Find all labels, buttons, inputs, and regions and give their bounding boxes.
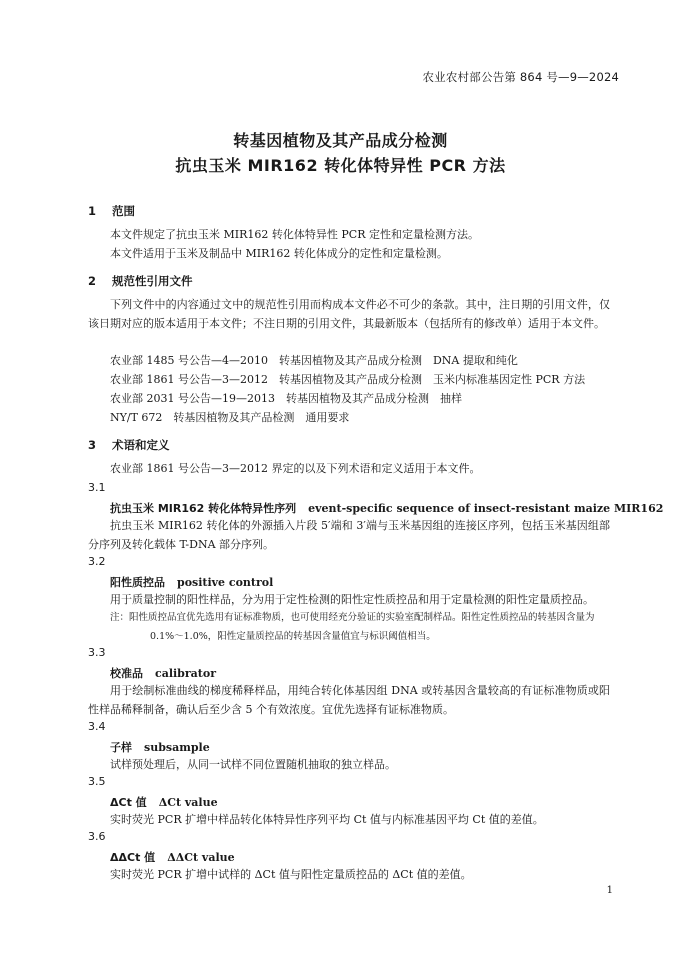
term-definition: 用于质量控制的阳性样品，分为用于定性检测的阳性定性质控品和用于定量检测的阳性定量质控品。 [110, 593, 594, 606]
term-definition: 实时荧光 PCR 扩增中样品转化体特异性序列平均 Ct 值与内标准基因平均 Ct 值的差值。 [110, 813, 544, 826]
term-heading [110, 794, 218, 810]
term-english: ΔCt value [158, 796, 218, 809]
term-chinese: 校准品 [110, 667, 143, 680]
term-chinese: 子样 [110, 741, 132, 754]
section-2-intro: 下列文件中的内容通过文中的规范性引用而构成本文件必不可少的条款。其中，注日期的引用文件，仅该日期对应的版本适用于本文件；不注日期的引用文件，其最新版本（包括所有的修改单）适用于本文件。 [88, 298, 610, 330]
term-english: ΔΔCt value [167, 851, 235, 864]
term-number: 3.6 [88, 830, 106, 843]
reference-2: 农业部 1861 号公告—3—2012 转基因植物及其产品成分检测 玉米内标准基因定性 PCR 方法 [110, 373, 586, 386]
section-1-heading [88, 203, 135, 219]
term-english: subsample [144, 741, 210, 754]
term-number: 3.5 [88, 775, 106, 788]
title-line-1: 转基因植物及其产品成分检测 [233, 131, 448, 150]
section-number: 2 [88, 274, 97, 288]
term-english: calibrator [155, 667, 217, 680]
section-3-intro: 农业部 1861 号公告—3—2012 界定的以及下列术语和定义适用于本文件。 [110, 462, 481, 475]
section-title: 范围 [112, 204, 136, 218]
term-heading [110, 500, 663, 516]
term-heading [110, 574, 273, 590]
section-2-heading [88, 273, 193, 289]
term-english: positive control [177, 576, 274, 589]
term-number: 3.4 [88, 720, 106, 733]
title-line-2: 抗虫玉米 MIR162 转化体特异性 PCR 方法 [175, 156, 506, 175]
term-heading [110, 739, 210, 755]
section-number: 1 [88, 204, 97, 218]
section-number: 3 [88, 438, 97, 452]
term-chinese: 阳性质控品 [110, 576, 165, 589]
term-number: 3.2 [88, 555, 106, 568]
term-definition: 用于绘制标准曲线的梯度稀释样品，用纯合转化体基因组 DNA 或转基因含量较高的有证标准物质或阳性样品稀释制备，确认后至少含 5 个有效浓度。宜优先选择有证标准物质。 [88, 684, 610, 716]
term-chinese: 抗虫玉米 MIR162 转化体特异性序列 [110, 502, 297, 515]
reference-1: 农业部 1485 号公告—4—2010 转基因植物及其产品成分检测 DNA 提取和纯化 [110, 354, 518, 367]
reference-3: 农业部 2031 号公告—19—2013 转基因植物及其产品成分检测 抽样 [110, 392, 462, 405]
term-definition: 实时荧光 PCR 扩增中试样的 ΔCt 值与阳性定量质控品的 ΔCt 值的差值。 [110, 868, 472, 881]
term-heading [110, 849, 235, 865]
section-title: 规范性引用文件 [112, 274, 193, 288]
term-definition: 抗虫玉米 MIR162 转化体的外源插入片段 5′端和 3′端与玉米基因组的连接区序列，包括玉米基因组部分序列及转化载体 T-DNA 部分序列。 [88, 519, 610, 551]
term-number: 3.1 [88, 481, 106, 494]
note-line-2: 0.1%～1.0%，阳性定量质控品的转基因含量值宜与标识阈值相当。 [150, 631, 436, 642]
term-heading [110, 665, 216, 681]
term-number: 3.3 [88, 646, 106, 659]
section-3-heading [88, 437, 170, 453]
page-number: 1 [606, 885, 613, 896]
section-1-paragraph-1: 本文件规定了抗虫玉米 MIR162 转化体特异性 PCR 定性和定量检测方法。 [110, 228, 479, 241]
reference-4: NY/T 672 转基因植物及其产品检测 通用要求 [110, 411, 350, 424]
section-1-paragraph-2: 本文件适用于玉米及制品中 MIR162 转化体成分的定性和定量检测。 [110, 247, 448, 260]
section-title: 术语和定义 [112, 438, 170, 452]
term-chinese: ΔΔCt 值 [110, 851, 156, 864]
term-english: event-specific sequence of insect-resistant maize MIR162 [308, 502, 664, 515]
standard-code: 农业农村部公告第 864 号—9—2024 [422, 70, 619, 84]
note-line-1: 注：阳性质控品宜优先选用有证标准物质，也可使用经充分验证的实验室配制样品。阳性定性质控品的转基因含量为 [110, 612, 595, 623]
term-definition: 试样预处理后，从同一试样不同位置随机抽取的独立样品。 [110, 758, 396, 771]
term-note [110, 608, 616, 646]
term-chinese: ΔCt 值 [110, 796, 147, 809]
